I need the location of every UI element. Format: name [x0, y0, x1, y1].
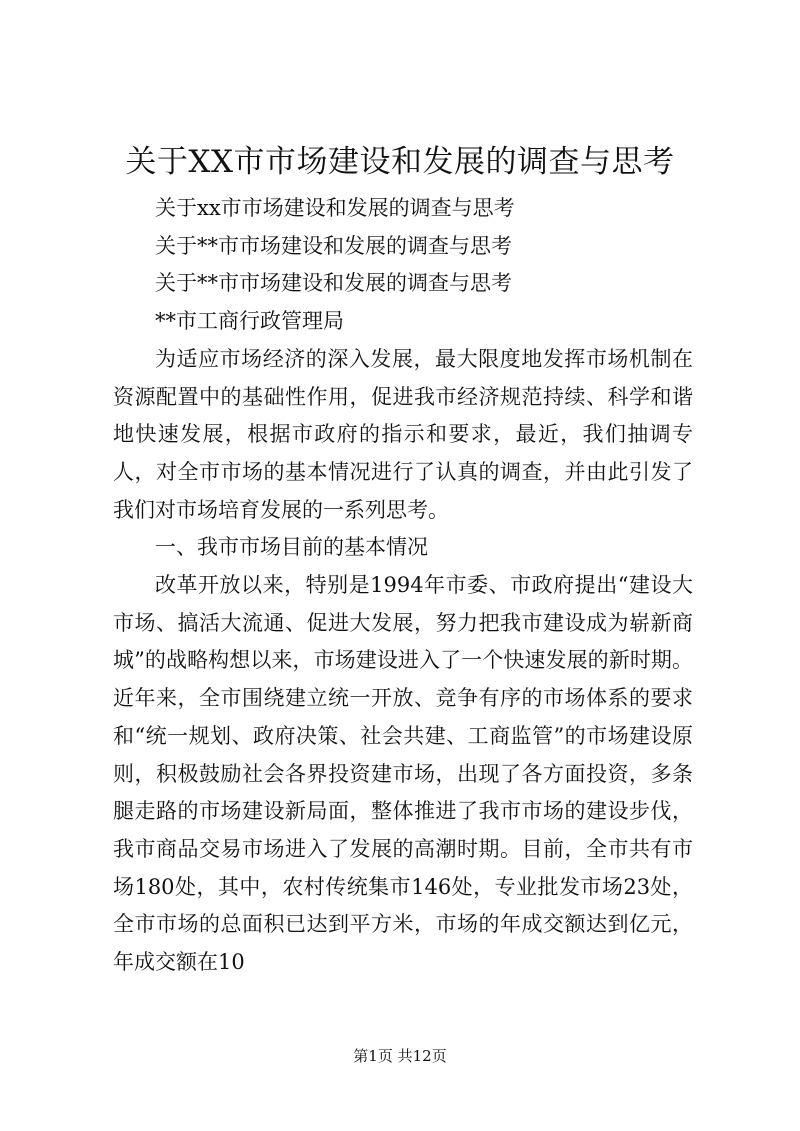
paragraph: **市工商行政管理局 [155, 309, 344, 334]
section-heading: 一、我市市场目前的基本情况 [155, 535, 428, 560]
document-body [113, 190, 693, 982]
paragraph: 改革开放以来，特别是1994年市委、市政府提出“建设大市场、搞活大流通、促进大发展，努力把我市建设成为崭新商城”的战略构想以来，市场建设进入了一个快速发展的新时期。近年来，全市围绕建立统一开放、竞争有序的市场体系的要求和“统一规划、政府决策、社会共建、工商监管”的市场建设原则，积极鼓励社会各界投资建市场，出现了各方面投资，多条腿走路的市场建设新局面，整体推进了我市市场的建设步伐，我市商品交易市场进入了发展的高潮时期。目前，全市共有市场180处，其中，农村传统集市146处，专业批发市场23处，全市市场的总面积已达到平方米，市场的年成交额达到亿元，年成交额在10 [113, 573, 693, 975]
document-title: 关于XX市市场建设和发展的调查与思考 [125, 144, 675, 180]
paragraph: 为适应市场经济的深入发展，最大限度地发挥市场机制在资源配置中的基础性作用，促进我市经济规范持续、科学和谐地快速发展，根据市政府的指示和要求，最近，我们抽调专人，对全市市场的基本情况进行了认真的调查，并由此引发了我们对市场培育发展的一系列思考。 [113, 346, 693, 522]
paragraph: 关于**市市场建设和发展的调查与思考 [155, 233, 512, 258]
paragraph: 关于xx市市场建设和发展的调查与思考 [155, 196, 515, 220]
paragraph: 关于**市市场建设和发展的调查与思考 [155, 271, 512, 296]
page-number: 第1页 共12页 [353, 1047, 447, 1065]
